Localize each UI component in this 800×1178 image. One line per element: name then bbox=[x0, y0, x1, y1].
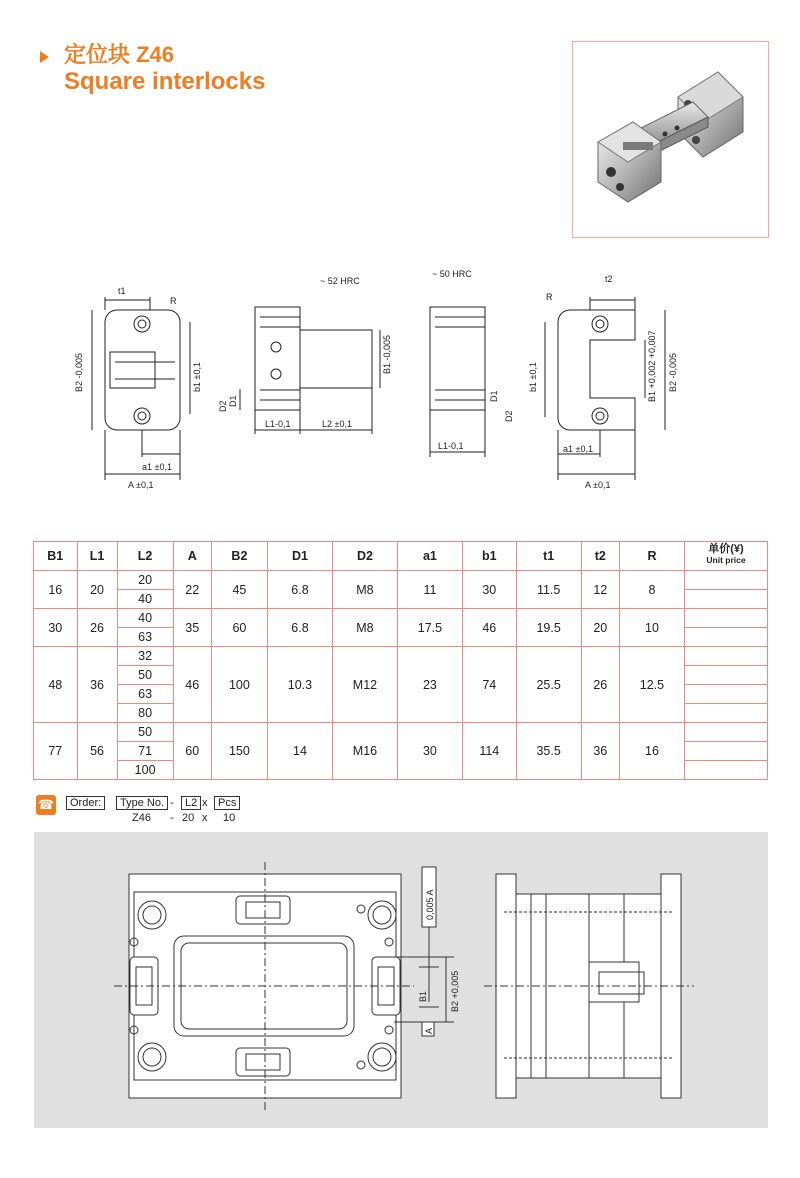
cell-l2: 40 bbox=[117, 590, 173, 609]
cell-b2: 100 bbox=[211, 647, 267, 723]
cell-b1: 16 bbox=[34, 571, 78, 609]
cell-t2: 26 bbox=[581, 647, 619, 723]
cell-a1: 17.5 bbox=[397, 609, 462, 647]
cell-b2: 45 bbox=[211, 571, 267, 609]
label-l2: L2 ±0,1 bbox=[322, 419, 352, 429]
bullet-triangle-icon bbox=[40, 51, 49, 63]
cell-t2: 12 bbox=[581, 571, 619, 609]
label-t2: t2 bbox=[605, 274, 613, 284]
table-body bbox=[34, 571, 768, 780]
cell-d2: M12 bbox=[332, 647, 397, 723]
label-b2-b: B2 -0,005 bbox=[668, 352, 678, 392]
col-a1: a1 bbox=[397, 542, 462, 571]
cell-a: 22 bbox=[173, 571, 211, 609]
cell-r: 12.5 bbox=[619, 647, 684, 723]
unit-price-cn: 单价(¥) bbox=[708, 543, 744, 555]
col-d2: D2 bbox=[332, 542, 397, 571]
label-l1-b: L1-0,1 bbox=[438, 441, 464, 451]
table-header-row bbox=[34, 542, 768, 571]
cell-l2: 50 bbox=[117, 723, 173, 742]
label-b1-tol: B1 -0,005 bbox=[382, 334, 392, 374]
view-side-female bbox=[430, 307, 485, 457]
datum-label: A bbox=[424, 1027, 434, 1034]
col-r: R bbox=[619, 542, 684, 571]
cell-d1: 14 bbox=[267, 723, 332, 780]
cell-l2: 63 bbox=[117, 685, 173, 704]
spec-table bbox=[33, 541, 768, 780]
assembly-b2-label: B2 +0,005 bbox=[450, 970, 460, 1012]
assembly-drawing bbox=[34, 832, 768, 1128]
flatness-label: 0,005 A bbox=[425, 889, 435, 920]
table-row bbox=[34, 647, 768, 666]
dimension-drawings bbox=[60, 262, 750, 497]
label-r: R bbox=[170, 296, 177, 306]
cell-d2: M8 bbox=[332, 609, 397, 647]
cell-r: 8 bbox=[619, 571, 684, 609]
col-l1: L1 bbox=[77, 542, 117, 571]
cell-b1: 77 bbox=[34, 723, 78, 780]
cell-b1: 48 bbox=[34, 647, 78, 723]
cell-t1: 35.5 bbox=[516, 723, 581, 780]
cell-l2: 71 bbox=[117, 742, 173, 761]
cell-b2: 60 bbox=[211, 609, 267, 647]
col-b2: B2 bbox=[211, 542, 267, 571]
order-example-x: x bbox=[202, 812, 208, 824]
cell-l2: 40 bbox=[117, 609, 173, 628]
table-row bbox=[34, 571, 768, 590]
cell-t2: 20 bbox=[581, 609, 619, 647]
label-a: A ±0,1 bbox=[128, 480, 154, 490]
cell-b1: 114 bbox=[462, 723, 516, 780]
cell-b1: 30 bbox=[462, 571, 516, 609]
cell-d1: 6.8 bbox=[267, 609, 332, 647]
cell-l2: 80 bbox=[117, 704, 173, 723]
cell-unit-price bbox=[685, 628, 768, 647]
label-t1: t1 bbox=[118, 286, 126, 296]
label-hrc50: ~ 50 HRC bbox=[432, 269, 472, 279]
order-type-no: Type No. bbox=[116, 796, 168, 810]
label-a1-b: a1 ±0,1 bbox=[563, 444, 593, 454]
cell-b1: 74 bbox=[462, 647, 516, 723]
order-example-type: Z46 bbox=[132, 812, 151, 824]
label-d1: D1 bbox=[228, 395, 238, 407]
cell-t2: 36 bbox=[581, 723, 619, 780]
cell-t1: 11.5 bbox=[516, 571, 581, 609]
order-example-l2: 20 bbox=[182, 812, 195, 824]
title-en: Square interlocks bbox=[64, 68, 266, 95]
label-l1: L1-0,1 bbox=[265, 419, 291, 429]
cell-b2: 150 bbox=[211, 723, 267, 780]
cell-unit-price bbox=[685, 609, 768, 628]
label-b1-right: B1 +0,002 +0,007 bbox=[647, 330, 657, 402]
product-photo bbox=[572, 41, 769, 238]
cell-l2: 20 bbox=[117, 571, 173, 590]
cell-d2: M8 bbox=[332, 571, 397, 609]
phone-icon: ☎ bbox=[36, 795, 56, 815]
view-front-male bbox=[92, 297, 190, 480]
label-b1: b1 ±0,1 bbox=[192, 362, 202, 392]
cell-a: 35 bbox=[173, 609, 211, 647]
cell-unit-price bbox=[685, 590, 768, 609]
cell-unit-price bbox=[685, 742, 768, 761]
label-b2: B2 -0,005 bbox=[74, 352, 84, 392]
label-hrc52: ~ 52 HRC bbox=[320, 276, 360, 286]
order-l2: L2 bbox=[181, 796, 201, 810]
cell-l2: 32 bbox=[117, 647, 173, 666]
cell-a1: 11 bbox=[397, 571, 462, 609]
cell-unit-price bbox=[685, 685, 768, 704]
cell-l1: 20 bbox=[77, 571, 117, 609]
cell-unit-price bbox=[685, 666, 768, 685]
col-l2: L2 bbox=[117, 542, 173, 571]
cell-l2: 50 bbox=[117, 666, 173, 685]
cell-unit-price bbox=[685, 704, 768, 723]
table-row bbox=[34, 609, 768, 628]
label-d1-b: D1 bbox=[489, 390, 499, 402]
view-side-male bbox=[240, 307, 380, 434]
cell-d1: 10.3 bbox=[267, 647, 332, 723]
cell-l2: 100 bbox=[117, 761, 173, 780]
cell-unit-price bbox=[685, 723, 768, 742]
label-r-b: R bbox=[546, 292, 553, 302]
cell-l2: 63 bbox=[117, 628, 173, 647]
col-a: A bbox=[173, 542, 211, 571]
label-a-b: A ±0,1 bbox=[585, 480, 611, 490]
cell-unit-price bbox=[685, 571, 768, 590]
unit-price-en: Unit price bbox=[706, 555, 746, 565]
cell-l1: 56 bbox=[77, 723, 117, 780]
cell-l1: 36 bbox=[77, 647, 117, 723]
cell-l1: 26 bbox=[77, 609, 117, 647]
assembly-b1-label: B1 bbox=[418, 990, 428, 1002]
cell-a: 46 bbox=[173, 647, 211, 723]
order-pcs: Pcs bbox=[214, 796, 240, 810]
cell-b1: 46 bbox=[462, 609, 516, 647]
col-unit-price bbox=[685, 542, 768, 571]
order-label: Order: bbox=[66, 796, 105, 810]
cell-a1: 30 bbox=[397, 723, 462, 780]
cell-d1: 6.8 bbox=[267, 571, 332, 609]
label-a1: a1 ±0,1 bbox=[142, 462, 172, 472]
cell-t1: 25.5 bbox=[516, 647, 581, 723]
col-d1: D1 bbox=[267, 542, 332, 571]
table-row bbox=[34, 723, 768, 742]
cell-unit-price bbox=[685, 647, 768, 666]
col-b1-lower: b1 bbox=[462, 542, 516, 571]
cell-r: 10 bbox=[619, 609, 684, 647]
cell-a: 60 bbox=[173, 723, 211, 780]
col-t2: t2 bbox=[581, 542, 619, 571]
cell-unit-price bbox=[685, 761, 768, 780]
cell-r: 16 bbox=[619, 723, 684, 780]
cell-d2: M16 bbox=[332, 723, 397, 780]
cell-b1: 30 bbox=[34, 609, 78, 647]
label-b1-b: b1 ±0,1 bbox=[528, 362, 538, 392]
cell-a1: 23 bbox=[397, 647, 462, 723]
order-dash: - bbox=[170, 797, 174, 809]
cell-t1: 19.5 bbox=[516, 609, 581, 647]
order-x: x bbox=[202, 797, 208, 809]
label-d2-b: D2 bbox=[504, 410, 514, 422]
col-t1: t1 bbox=[516, 542, 581, 571]
order-example-dash: - bbox=[170, 812, 174, 824]
label-d2: D2 bbox=[218, 400, 228, 412]
col-b1: B1 bbox=[34, 542, 78, 571]
title-cn: 定位块 Z46 bbox=[64, 42, 175, 67]
order-example-pcs: 10 bbox=[223, 812, 236, 824]
